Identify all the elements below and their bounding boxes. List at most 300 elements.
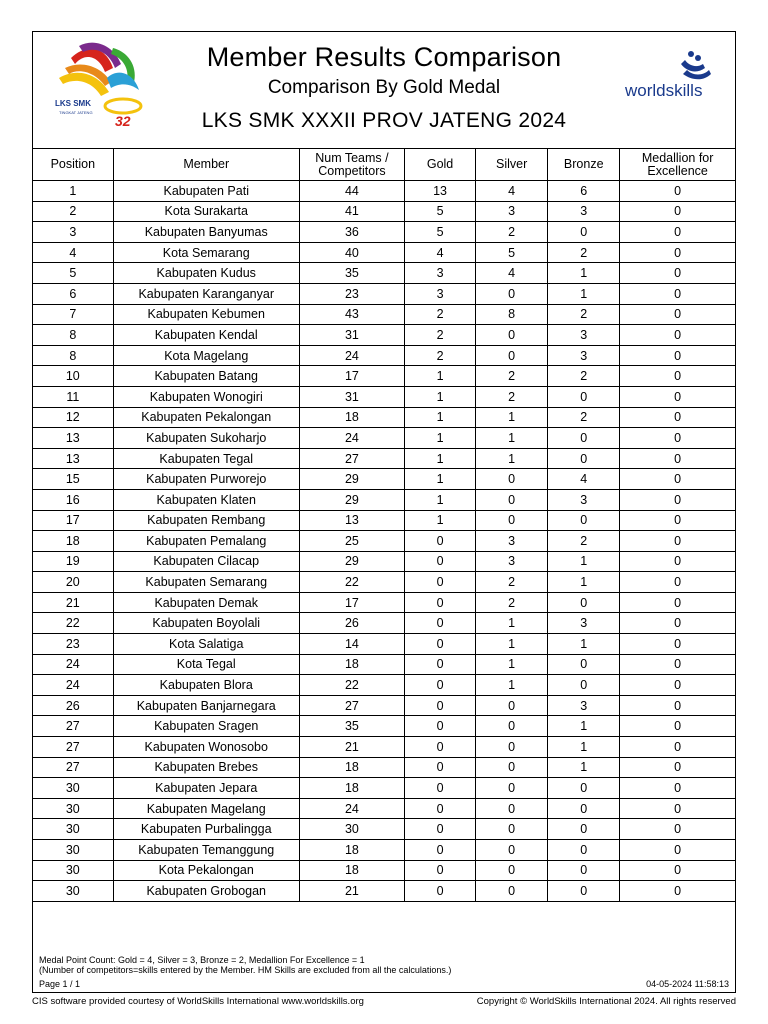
col-bronze-cell: 6 xyxy=(548,181,620,202)
col-position-cell: 30 xyxy=(33,881,113,902)
col-bronze-cell: 2 xyxy=(548,366,620,387)
col-silver-cell: 2 xyxy=(476,222,548,243)
col-gold-cell: 0 xyxy=(405,695,476,716)
col-position-cell: 30 xyxy=(33,819,113,840)
col-medallion-cell: 0 xyxy=(620,798,735,819)
col-num-teams-cell: 18 xyxy=(299,860,404,881)
table-row xyxy=(33,386,735,407)
col-bronze-cell: 0 xyxy=(548,428,620,449)
col-num-teams-cell: 29 xyxy=(299,551,404,572)
col-bronze-cell: 2 xyxy=(548,407,620,428)
col-bronze-cell: 3 xyxy=(548,489,620,510)
table-row xyxy=(33,469,735,490)
col-medallion-cell: 0 xyxy=(620,304,735,325)
col-member-cell: Kabupaten Purworejo xyxy=(113,469,299,490)
col-position-cell: 27 xyxy=(33,757,113,778)
col-gold-cell: 0 xyxy=(405,778,476,799)
copyright: Copyright © WorldSkills International 2024. All rights reserved xyxy=(476,996,736,1007)
col-gold-cell: 2 xyxy=(405,304,476,325)
table-body xyxy=(33,181,735,902)
col-member-cell: Kabupaten Kendal xyxy=(113,325,299,346)
col-medallion-cell: 0 xyxy=(620,242,735,263)
col-num-teams-cell: 24 xyxy=(299,345,404,366)
col-gold-cell: 3 xyxy=(405,263,476,284)
col-num-teams-cell: 35 xyxy=(299,716,404,737)
col-num-teams-cell: 18 xyxy=(299,778,404,799)
col-silver-cell: 0 xyxy=(476,860,548,881)
col-gold-cell: 0 xyxy=(405,737,476,758)
competitor-note: (Number of competitors=skills entered by the Member. HM Skills are excluded from all the calculations.) xyxy=(39,965,452,975)
col-position-cell: 7 xyxy=(33,304,113,325)
col-bronze-cell: 1 xyxy=(548,737,620,758)
col-medallion-cell: 0 xyxy=(620,592,735,613)
col-gold-cell: 3 xyxy=(405,283,476,304)
col-num-teams-cell: 40 xyxy=(299,242,404,263)
col-num-teams-cell: 24 xyxy=(299,428,404,449)
col-bronze-cell: 4 xyxy=(548,469,620,490)
col-member-cell: Kota Magelang xyxy=(113,345,299,366)
col-gold-cell: 5 xyxy=(405,201,476,222)
col-num-teams-cell: 25 xyxy=(299,531,404,552)
col-member-cell: Kabupaten Karanganyar xyxy=(113,283,299,304)
col-silver-header: Silver xyxy=(476,149,548,181)
col-position-cell: 15 xyxy=(33,469,113,490)
table-row xyxy=(33,654,735,675)
col-medallion-cell: 0 xyxy=(620,819,735,840)
col-bronze-cell: 1 xyxy=(548,263,620,284)
col-bronze-cell: 1 xyxy=(548,283,620,304)
col-silver-cell: 1 xyxy=(476,654,548,675)
col-member-cell: Kabupaten Banjarnegara xyxy=(113,695,299,716)
col-num-teams-header: Num Teams / Competitors xyxy=(299,149,404,181)
col-num-teams-cell: 14 xyxy=(299,634,404,655)
table-row xyxy=(33,510,735,531)
col-gold-cell: 4 xyxy=(405,242,476,263)
table-row xyxy=(33,345,735,366)
col-num-teams-cell: 43 xyxy=(299,304,404,325)
col-medallion-cell: 0 xyxy=(620,283,735,304)
table-row xyxy=(33,448,735,469)
table-row xyxy=(33,592,735,613)
col-num-teams-cell: 31 xyxy=(299,386,404,407)
col-bronze-cell: 0 xyxy=(548,510,620,531)
col-silver-cell: 0 xyxy=(476,840,548,861)
col-position-cell: 4 xyxy=(33,242,113,263)
table-row xyxy=(33,613,735,634)
col-silver-cell: 0 xyxy=(476,798,548,819)
col-num-teams-cell: 26 xyxy=(299,613,404,634)
col-position-cell: 30 xyxy=(33,860,113,881)
col-num-teams-cell: 30 xyxy=(299,819,404,840)
col-silver-cell: 2 xyxy=(476,592,548,613)
col-silver-cell: 4 xyxy=(476,181,548,202)
col-silver-cell: 0 xyxy=(476,345,548,366)
col-member-cell: Kabupaten Jepara xyxy=(113,778,299,799)
col-position-cell: 30 xyxy=(33,798,113,819)
worldskills-wordmark: worldskills xyxy=(625,81,703,100)
col-member-cell: Kabupaten Sukoharjo xyxy=(113,428,299,449)
col-silver-cell: 0 xyxy=(476,283,548,304)
page-title: Member Results Comparison xyxy=(206,42,562,72)
table-row xyxy=(33,819,735,840)
col-gold-cell: 1 xyxy=(405,428,476,449)
col-position-cell: 12 xyxy=(33,407,113,428)
col-bronze-cell: 1 xyxy=(548,634,620,655)
col-position-cell: 30 xyxy=(33,840,113,861)
col-bronze-cell: 0 xyxy=(548,654,620,675)
col-bronze-cell: 1 xyxy=(548,757,620,778)
col-gold-cell: 0 xyxy=(405,860,476,881)
col-member-cell: Kabupaten Klaten xyxy=(113,489,299,510)
col-gold-cell: 1 xyxy=(405,510,476,531)
col-num-teams-cell: 44 xyxy=(299,181,404,202)
col-position-cell: 5 xyxy=(33,263,113,284)
col-silver-cell: 0 xyxy=(476,510,548,531)
lks-logo-name: LKS SMK xyxy=(55,99,91,108)
col-gold-cell: 0 xyxy=(405,551,476,572)
col-bronze-cell: 0 xyxy=(548,860,620,881)
col-position-cell: 13 xyxy=(33,448,113,469)
table-row xyxy=(33,695,735,716)
col-member-cell: Kota Semarang xyxy=(113,242,299,263)
col-num-teams-cell: 18 xyxy=(299,407,404,428)
table-row xyxy=(33,201,735,222)
col-medallion-cell: 0 xyxy=(620,448,735,469)
col-gold-cell: 0 xyxy=(405,634,476,655)
col-num-teams-cell: 18 xyxy=(299,654,404,675)
col-silver-cell: 1 xyxy=(476,634,548,655)
col-member-cell: Kabupaten Boyolali xyxy=(113,613,299,634)
col-position-cell: 2 xyxy=(33,201,113,222)
col-member-cell: Kabupaten Pemalang xyxy=(113,531,299,552)
col-position-cell: 24 xyxy=(33,654,113,675)
table-row xyxy=(33,840,735,861)
col-medallion-cell: 0 xyxy=(620,531,735,552)
col-position-cell: 27 xyxy=(33,737,113,758)
col-num-teams-cell: 13 xyxy=(299,510,404,531)
col-position-cell: 30 xyxy=(33,778,113,799)
table-row xyxy=(33,407,735,428)
col-bronze-cell: 3 xyxy=(548,325,620,346)
col-silver-cell: 1 xyxy=(476,407,548,428)
software-credit: CIS software provided courtesy of WorldSkills International www.worldskills.org xyxy=(32,996,364,1007)
col-member-cell: Kabupaten Demak xyxy=(113,592,299,613)
col-position-cell: 16 xyxy=(33,489,113,510)
col-position-cell: 22 xyxy=(33,613,113,634)
page-number: Page 1 / 1 xyxy=(39,979,81,989)
col-medallion-cell: 0 xyxy=(620,716,735,737)
col-position-cell: 18 xyxy=(33,531,113,552)
col-position-cell: 27 xyxy=(33,716,113,737)
col-bronze-cell: 2 xyxy=(548,304,620,325)
col-bronze-cell: 0 xyxy=(548,798,620,819)
col-silver-cell: 0 xyxy=(476,489,548,510)
col-silver-cell: 0 xyxy=(476,695,548,716)
col-medallion-cell: 0 xyxy=(620,613,735,634)
table-row xyxy=(33,572,735,593)
col-num-teams-cell: 23 xyxy=(299,283,404,304)
col-member-cell: Kabupaten Wonogiri xyxy=(113,386,299,407)
col-position-cell: 19 xyxy=(33,551,113,572)
col-position-cell: 20 xyxy=(33,572,113,593)
col-silver-cell: 1 xyxy=(476,428,548,449)
col-silver-cell: 0 xyxy=(476,469,548,490)
col-bronze-cell: 3 xyxy=(548,695,620,716)
results-table xyxy=(33,148,735,902)
col-silver-cell: 1 xyxy=(476,613,548,634)
col-member-cell: Kota Tegal xyxy=(113,654,299,675)
col-bronze-cell: 3 xyxy=(548,613,620,634)
col-silver-cell: 1 xyxy=(476,675,548,696)
col-position-cell: 1 xyxy=(33,181,113,202)
col-silver-cell: 0 xyxy=(476,737,548,758)
col-medallion-cell: 0 xyxy=(620,737,735,758)
table-row xyxy=(33,366,735,387)
col-member-cell: Kabupaten Kudus xyxy=(113,263,299,284)
col-num-teams-cell: 17 xyxy=(299,592,404,613)
col-num-teams-cell: 18 xyxy=(299,757,404,778)
col-member-cell: Kabupaten Blora xyxy=(113,675,299,696)
col-gold-cell: 1 xyxy=(405,386,476,407)
col-member-cell: Kabupaten Batang xyxy=(113,366,299,387)
col-gold-cell: 0 xyxy=(405,613,476,634)
col-medallion-cell: 0 xyxy=(620,428,735,449)
col-gold-cell: 0 xyxy=(405,675,476,696)
col-num-teams-cell: 22 xyxy=(299,572,404,593)
col-silver-cell: 4 xyxy=(476,263,548,284)
col-medallion-cell: 0 xyxy=(620,407,735,428)
col-num-teams-cell: 21 xyxy=(299,737,404,758)
table-row xyxy=(33,757,735,778)
col-num-teams-cell: 17 xyxy=(299,366,404,387)
col-bronze-cell: 0 xyxy=(548,386,620,407)
col-medallion-cell: 0 xyxy=(620,881,735,902)
col-silver-cell: 0 xyxy=(476,757,548,778)
col-member-cell: Kabupaten Brebes xyxy=(113,757,299,778)
col-silver-cell: 0 xyxy=(476,819,548,840)
table-row xyxy=(33,551,735,572)
col-bronze-cell: 0 xyxy=(548,592,620,613)
col-member-cell: Kota Pekalongan xyxy=(113,860,299,881)
col-position-cell: 23 xyxy=(33,634,113,655)
col-member-cell: Kabupaten Magelang xyxy=(113,798,299,819)
col-gold-cell: 13 xyxy=(405,181,476,202)
col-gold-cell: 5 xyxy=(405,222,476,243)
col-member-cell: Kabupaten Pekalongan xyxy=(113,407,299,428)
col-member-cell: Kabupaten Rembang xyxy=(113,510,299,531)
col-num-teams-cell: 27 xyxy=(299,448,404,469)
col-medallion-header: Medallion for Excellence xyxy=(620,149,735,181)
col-bronze-cell: 0 xyxy=(548,778,620,799)
table-row xyxy=(33,304,735,325)
col-medallion-cell: 0 xyxy=(620,757,735,778)
col-medallion-cell: 0 xyxy=(620,675,735,696)
col-medallion-cell: 0 xyxy=(620,778,735,799)
col-bronze-cell: 0 xyxy=(548,881,620,902)
col-silver-cell: 8 xyxy=(476,304,548,325)
col-medallion-cell: 0 xyxy=(620,201,735,222)
col-member-cell: Kabupaten Grobogan xyxy=(113,881,299,902)
col-num-teams-cell: 41 xyxy=(299,201,404,222)
col-bronze-cell: 0 xyxy=(548,819,620,840)
col-medallion-cell: 0 xyxy=(620,860,735,881)
table-row xyxy=(33,531,735,552)
table-row xyxy=(33,860,735,881)
col-position-cell: 24 xyxy=(33,675,113,696)
col-silver-cell: 0 xyxy=(476,716,548,737)
col-silver-cell: 2 xyxy=(476,366,548,387)
col-medallion-cell: 0 xyxy=(620,510,735,531)
table-row xyxy=(33,881,735,902)
col-bronze-header: Bronze xyxy=(548,149,620,181)
col-medallion-cell: 0 xyxy=(620,263,735,284)
report-header xyxy=(33,32,735,148)
col-gold-cell: 1 xyxy=(405,448,476,469)
col-num-teams-cell: 29 xyxy=(299,489,404,510)
table-row xyxy=(33,428,735,449)
col-medallion-cell: 0 xyxy=(620,345,735,366)
col-bronze-cell: 1 xyxy=(548,572,620,593)
col-num-teams-cell: 18 xyxy=(299,840,404,861)
col-gold-cell: 0 xyxy=(405,572,476,593)
col-member-cell: Kabupaten Purbalingga xyxy=(113,819,299,840)
table-row xyxy=(33,798,735,819)
col-position-cell: 11 xyxy=(33,386,113,407)
col-gold-cell: 0 xyxy=(405,716,476,737)
col-position-cell: 26 xyxy=(33,695,113,716)
col-position-cell: 6 xyxy=(33,283,113,304)
col-gold-cell: 0 xyxy=(405,881,476,902)
col-bronze-cell: 0 xyxy=(548,448,620,469)
col-gold-cell: 1 xyxy=(405,407,476,428)
col-silver-cell: 3 xyxy=(476,551,548,572)
col-gold-cell: 1 xyxy=(405,489,476,510)
table-row xyxy=(33,737,735,758)
col-member-cell: Kabupaten Wonosobo xyxy=(113,737,299,758)
col-num-teams-cell: 36 xyxy=(299,222,404,243)
col-position-cell: 3 xyxy=(33,222,113,243)
col-gold-cell: 0 xyxy=(405,798,476,819)
col-num-teams-cell: 22 xyxy=(299,675,404,696)
table-row xyxy=(33,675,735,696)
col-num-teams-cell: 29 xyxy=(299,469,404,490)
col-gold-cell: 0 xyxy=(405,592,476,613)
col-medallion-cell: 0 xyxy=(620,840,735,861)
col-silver-cell: 2 xyxy=(476,386,548,407)
col-member-cell: Kabupaten Pati xyxy=(113,181,299,202)
page-subtitle: Comparison By Gold Medal xyxy=(267,77,501,98)
col-member-cell: Kabupaten Semarang xyxy=(113,572,299,593)
col-position-cell: 10 xyxy=(33,366,113,387)
col-medallion-cell: 0 xyxy=(620,551,735,572)
col-medallion-cell: 0 xyxy=(620,634,735,655)
table-row xyxy=(33,222,735,243)
col-position-cell: 13 xyxy=(33,428,113,449)
col-gold-cell: 2 xyxy=(405,325,476,346)
col-num-teams-cell: 31 xyxy=(299,325,404,346)
col-member-header: Member xyxy=(113,149,299,181)
col-bronze-cell: 2 xyxy=(548,242,620,263)
col-medallion-cell: 0 xyxy=(620,181,735,202)
table-row xyxy=(33,242,735,263)
col-silver-cell: 3 xyxy=(476,201,548,222)
col-gold-cell: 0 xyxy=(405,757,476,778)
col-gold-cell: 1 xyxy=(405,469,476,490)
col-silver-cell: 2 xyxy=(476,572,548,593)
col-member-cell: Kota Salatiga xyxy=(113,634,299,655)
table-row xyxy=(33,489,735,510)
table-header-row xyxy=(33,149,735,181)
col-member-cell: Kabupaten Banyumas xyxy=(113,222,299,243)
col-member-cell: Kabupaten Sragen xyxy=(113,716,299,737)
col-member-cell: Kota Surakarta xyxy=(113,201,299,222)
medal-point-count: Medal Point Count: Gold = 4, Silver = 3, Bronze = 2, Medallion For Excellence = 1 xyxy=(39,955,365,965)
col-member-cell: Kabupaten Cilacap xyxy=(113,551,299,572)
col-bronze-cell: 0 xyxy=(548,840,620,861)
col-silver-cell: 1 xyxy=(476,448,548,469)
col-silver-cell: 0 xyxy=(476,325,548,346)
report-frame xyxy=(32,31,736,993)
col-medallion-cell: 0 xyxy=(620,386,735,407)
col-member-cell: Kabupaten Tegal xyxy=(113,448,299,469)
col-gold-header: Gold xyxy=(405,149,476,181)
col-position-cell: 8 xyxy=(33,345,113,366)
col-medallion-cell: 0 xyxy=(620,325,735,346)
col-bronze-cell: 3 xyxy=(548,201,620,222)
col-bronze-cell: 0 xyxy=(548,675,620,696)
col-bronze-cell: 1 xyxy=(548,716,620,737)
lks-logo-number: 32 xyxy=(115,113,131,129)
event-name: LKS SMK XXXII PROV JATENG 2024 xyxy=(201,109,567,132)
col-position-header: Position xyxy=(33,149,113,181)
col-medallion-cell: 0 xyxy=(620,469,735,490)
col-medallion-cell: 0 xyxy=(620,222,735,243)
table-row xyxy=(33,283,735,304)
col-medallion-cell: 0 xyxy=(620,654,735,675)
table-row xyxy=(33,716,735,737)
col-bronze-cell: 0 xyxy=(548,222,620,243)
table-row xyxy=(33,325,735,346)
lks-logo-tagline: TINGKAT JATENG xyxy=(59,110,93,115)
footer-note xyxy=(39,955,451,975)
col-num-teams-cell: 35 xyxy=(299,263,404,284)
table-row xyxy=(33,634,735,655)
col-num-teams-cell: 27 xyxy=(299,695,404,716)
col-gold-cell: 0 xyxy=(405,654,476,675)
report-date: 04-05-2024 11:58:13 xyxy=(646,979,729,989)
col-num-teams-cell: 24 xyxy=(299,798,404,819)
worldskills-logo xyxy=(625,46,725,100)
col-medallion-cell: 0 xyxy=(620,572,735,593)
col-silver-cell: 0 xyxy=(476,778,548,799)
table-row xyxy=(33,181,735,202)
col-position-cell: 8 xyxy=(33,325,113,346)
col-position-cell: 17 xyxy=(33,510,113,531)
col-gold-cell: 2 xyxy=(405,345,476,366)
col-member-cell: Kabupaten Temanggung xyxy=(113,840,299,861)
col-medallion-cell: 0 xyxy=(620,695,735,716)
col-bronze-cell: 1 xyxy=(548,551,620,572)
col-num-teams-cell: 21 xyxy=(299,881,404,902)
col-bronze-cell: 3 xyxy=(548,345,620,366)
col-member-cell: Kabupaten Kebumen xyxy=(113,304,299,325)
table-row xyxy=(33,778,735,799)
col-gold-cell: 1 xyxy=(405,366,476,387)
col-medallion-cell: 0 xyxy=(620,489,735,510)
col-gold-cell: 0 xyxy=(405,531,476,552)
col-position-cell: 21 xyxy=(33,592,113,613)
col-gold-cell: 0 xyxy=(405,819,476,840)
